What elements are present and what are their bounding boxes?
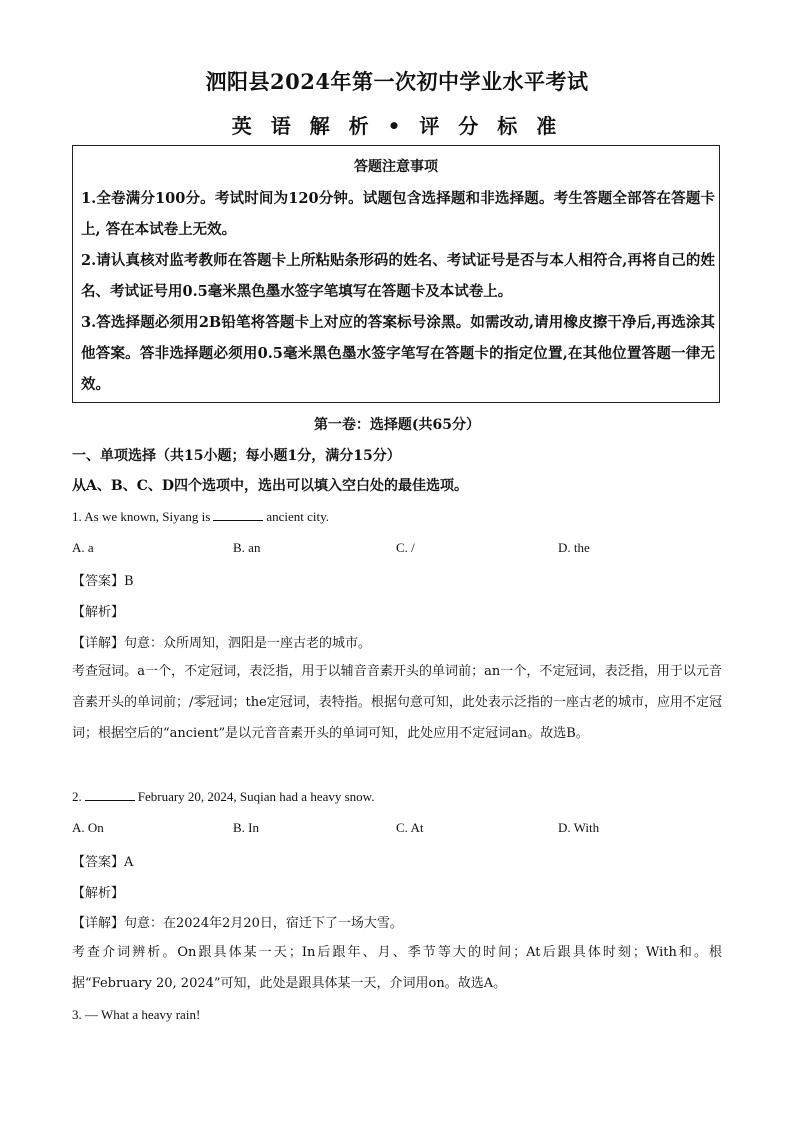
analysis-label: 【解析】: [72, 605, 125, 620]
analysis-label: 【解析】: [72, 886, 125, 901]
notice-item: 3.答选择题必须用2B铅笔将答题卡上对应的答案标号涂黑。如需改动,请用橡皮擦干净后,再选涂其他答案。答非选择题必须用0.5毫米黑色墨水签字笔写在答题卡的指定位置,在其他位置答题一律无效。: [81, 314, 715, 393]
answer-label: 【答案】: [72, 574, 125, 589]
question-stem: 3. — What a heavy rain!: [72, 1007, 201, 1022]
option-d: D. the: [558, 540, 590, 555]
explanation: 考查介词辨析。On跟具体某一天；In后跟年、月、季节等大的时间；At后跟具体时刻；With和。根据“February 20, 2024”可知，此处是跟具体某一天，介词用on。故选A。: [72, 945, 722, 991]
stem-after: February 20, 2024, Suqian had a heavy snow.: [137, 789, 375, 804]
question-stem: [72, 789, 374, 805]
option-b: B. In: [233, 820, 259, 835]
answer-line: [72, 851, 133, 870]
answer-blank: [85, 789, 135, 801]
notice-item: 1.全卷满分100分。考试时间为120分钟。试题包含选择题和非选择题。考生答题全部答在答题卡上, 答在本试卷上无效。: [81, 190, 715, 238]
part-instruction: 从A、B、C、D四个选项中，选出可以填入空白处的最佳选项。: [72, 478, 468, 494]
answer-blank: [213, 509, 263, 521]
notice-box: [72, 145, 720, 403]
exam-subtitle: 英 语 解 析 • 评 分 标 准: [231, 114, 563, 138]
option-c: C. /: [396, 540, 415, 555]
detail-label: 【详解】: [72, 916, 125, 931]
answer-label: 【答案】: [72, 855, 125, 870]
stem-before: 2.: [72, 789, 82, 804]
option-c: C. At: [396, 820, 424, 835]
option-b: B. an: [233, 540, 261, 555]
answer-value: A: [124, 855, 134, 870]
stem-after: ancient city.: [266, 509, 329, 524]
detail-line: [72, 632, 371, 651]
notice-title: 答题注意事项: [354, 159, 438, 175]
part-heading: 一、单项选择（共15小题；每小题1分，满分15分）: [72, 448, 401, 464]
notice-item: 2.请认真核对监考教师在答题卡上所粘贴条形码的姓名、考试证号是否与本人相符合,再将自己的姓名、考试证号用0.5毫米黑色墨水签字笔填写在答题卡及本试卷上。: [81, 252, 715, 300]
exam-title: 泗阳县2024年第一次初中学业水平考试: [205, 69, 589, 94]
detail-text: 句意：在2024年2月20日，宿迁下了一场大雪。: [124, 916, 403, 931]
answer-value: B: [124, 574, 134, 589]
question-stem: [72, 509, 329, 525]
explanation: 考查冠词。a一个，不定冠词，表泛指，用于以辅音音素开头的单词前；an一个，不定冠词，表泛指，用于以元音音素开头的单词前；/零冠词；the定冠词，表特指。根据句意可知，此处表示泛指的一座古老的城市，应用不定冠词；根据空后的“ancient”是以元音音素开头的单词可知，此处应用不定冠词an。故选B。: [72, 664, 722, 741]
option-a: A. a: [72, 540, 94, 555]
answer-line: [72, 570, 134, 589]
volume-heading: 第一卷：选择题(共65分）: [313, 417, 481, 433]
stem-before: 1. As we known, Siyang is: [72, 509, 211, 524]
detail-line: [72, 912, 403, 931]
detail-text: 句意：众所周知，泗阳是一座古老的城市。: [124, 636, 372, 651]
detail-label: 【详解】: [72, 636, 125, 651]
option-d: D. With: [558, 820, 600, 835]
option-a: A. On: [72, 820, 104, 835]
